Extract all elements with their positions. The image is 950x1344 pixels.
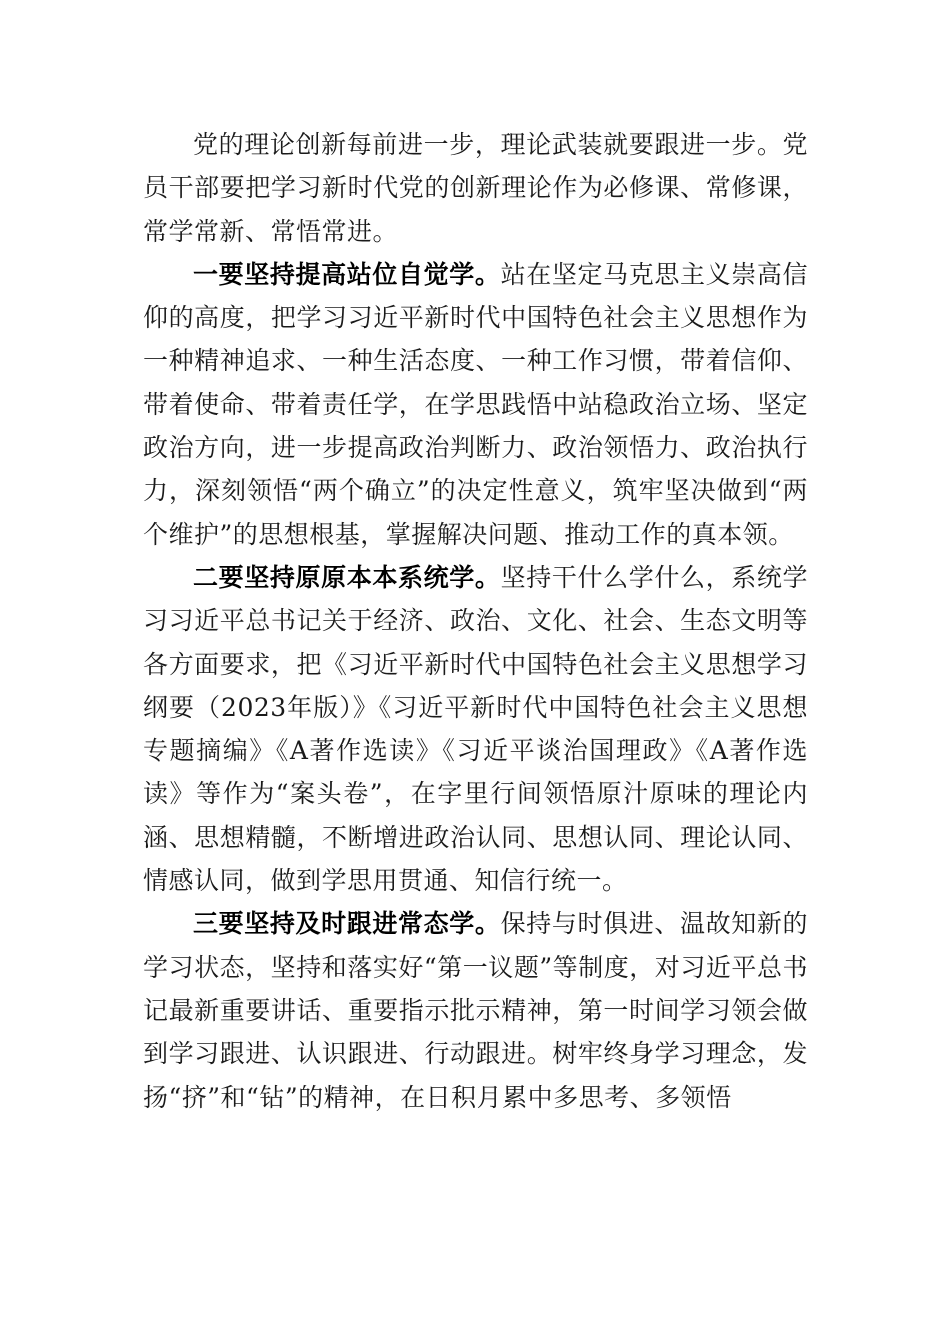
paragraph-point-two-heading: 二要坚持原原本本系统学。 (193, 562, 501, 592)
paragraph-point-three-heading: 三要坚持及时跟进常态学。 (193, 909, 501, 939)
paragraph-intro-text: 党的理论创新每前进一步，理论武装就要跟进一步。党员干部要把学习新时代党的创新理论作为必修课、常修课，常学常新、常悟常进。 (143, 130, 808, 246)
paragraph-point-two-text: 坚持干什么学什么，系统学习习近平总书记关于经济、政治、文化、社会、生态文明等各方面要求，把《习近平新时代中国特色社会主义思想学习纲要（2023年版）》《习近平新时代中国特色社会主义思想专题摘编》《A著作选读》《习近平谈治国理政》《A著作选读》等作为“案头卷”，在字里行间领悟原汁原味的理论内涵、思想精髓，不断增进政治认同、思想认同、理论认同、情感认同，做到学思用贯通、知信行统一。 (143, 562, 808, 896)
paragraph-point-one-heading: 一要坚持提高站位自觉学。 (193, 259, 501, 289)
paragraph-point-three-text: 保持与时俱进、温故知新的学习状态，坚持和落实好“第一议题”等制度，对习近平总书记最新重要讲话、重要指示批示精神，第一时间学习领会做到学习跟进、认识跟进、行动跟进。树牢终身学习理念，发扬“挤”和“钻”的精神，在日积月累中多思考、多领悟 (143, 909, 808, 1112)
paragraph-intro (143, 123, 808, 253)
document-body (143, 123, 808, 1119)
paragraph-point-one-text: 站在坚定马克思主义崇高信仰的高度，把学习习近平新时代中国特色社会主义思想作为一种精神追求、一种生活态度、一种工作习惯，带着信仰、带着使命、带着责任学，在学思践悟中站稳政治立场、坚定政治方向，进一步提高政治判断力、政治领悟力、政治执行力，深刻领悟“两个确立”的决定性意义，筑牢坚决做到“两个维护”的思想根基，掌握解决问题、推动工作的真本领。 (143, 259, 808, 549)
paragraph-point-two (143, 556, 808, 902)
paragraph-point-three (143, 902, 808, 1118)
paragraph-point-one (143, 253, 808, 556)
